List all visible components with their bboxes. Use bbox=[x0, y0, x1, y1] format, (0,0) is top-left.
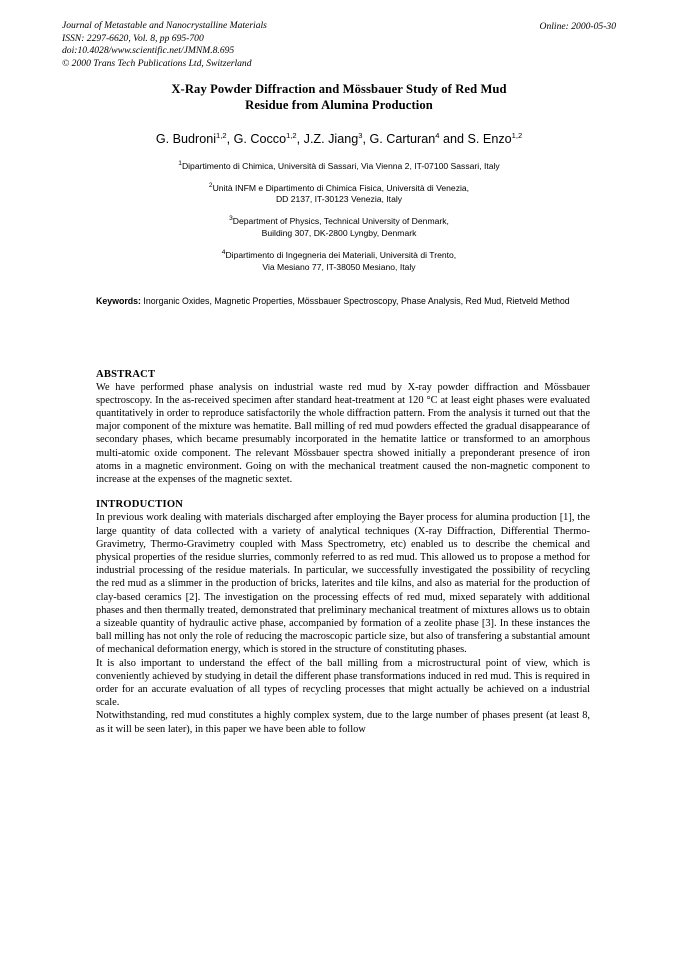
page-title bbox=[62, 81, 616, 113]
online-date: Online: 2000-05-30 bbox=[539, 21, 616, 32]
journal-doi: doi:10.4028/www.scientific.net/JMNM.8.695 bbox=[62, 45, 235, 57]
section-abstract bbox=[96, 369, 590, 487]
author-affiliation-marker: 1,2 bbox=[286, 130, 297, 140]
journal-issn: ISSN: 2297-6620, Vol. 8, pp 695-700 bbox=[62, 32, 204, 44]
affiliation-line: $^1$Dipartimento di Chimica, Università di Sassari, Via Vienna 2, IT-07100 Sassari, Italy bbox=[178, 160, 500, 171]
article-body bbox=[96, 369, 590, 736]
journal-copyright: © 2000 Trans Tech Publications Ltd, Switzerland bbox=[62, 57, 252, 69]
affiliation bbox=[62, 181, 616, 207]
keywords-block bbox=[96, 295, 576, 308]
affiliation-line: $^4$Dipartimento di Ingegneria dei Materiali, Università di Trento, bbox=[221, 248, 457, 260]
author-name: G. Budroni bbox=[155, 132, 217, 147]
affiliation-marker: 4 bbox=[221, 248, 226, 256]
affiliation bbox=[62, 214, 616, 240]
affiliation bbox=[62, 248, 616, 274]
keywords-value: Inorganic Oxides, Magnetic Properties, Mössbauer Spectroscopy, Phase Analysis, Red Mud, Rietveld Method bbox=[140, 296, 570, 307]
title-line-2: Residue from Alumina Production bbox=[245, 97, 433, 112]
section-heading: ABSTRACT bbox=[96, 368, 156, 380]
affiliation bbox=[62, 159, 616, 173]
affiliation-line: $^2$Unità INFM e Dipartimento di Chimica Fisica, Università di Venezia, bbox=[208, 181, 470, 193]
paragraph: In previous work dealing with materials discharged after employing the Bayer process for alumina production [1], the large quantity of data collected with a variety of analytical techniques (X-ray Diffraction, Differential Thermo-Gravimetry, Thermo-Gravimetry coupled with Mass Spectrometry, etc) enabled us to describe the chemical and physical properties of the residue slurries, commonly referred to as red mud. This allowed us to propose a method for industrial processing of the residue materials. In particular, we successfully investigated the possibility of recycling the red mud as a slimmer in the production of bricks, laterites and tile kilns, and also as material for the production of clay-based ceramics [2]. The investigation on the processing effects of red mud, mixed separately with additional phases and then thermally treated, demonstrated that preliminary mechanical treatment of mixtures allows us to obtain a sizeable quantity of hydraulic active phase, accompanied by formation of a zeolite phase [3]. In these instances the ball milling has not only the role of reducing the macroscopic particle size, but also of transfering a substantial amount of mechanical deformation energy, which is stored in the structure of constituting phases. bbox=[96, 512, 590, 656]
paragraph: Notwithstanding, red mud constitutes a highly complex system, due to the large number of phases present (at least 8, as it will be seen later), in this paper we have been able to follow bbox=[96, 710, 590, 735]
affiliation-list bbox=[62, 159, 616, 273]
author-name: G. Cocco bbox=[233, 132, 287, 147]
affiliation-marker: 2 bbox=[208, 181, 213, 189]
affiliation-marker: 3 bbox=[229, 215, 233, 223]
affiliation-line: Via Mesiano 77, IT-38050 Mesiano, Italy bbox=[262, 261, 416, 272]
author-name: G. Carturan bbox=[369, 132, 436, 147]
author-name: J.Z. Jiang bbox=[303, 132, 359, 147]
title-line-1: X-Ray Powder Diffraction and Mössbauer Study of Red Mud bbox=[171, 81, 507, 96]
journal-name: Journal of Metastable and Nanocrystalline Materials bbox=[62, 20, 267, 31]
affiliation-line: Building 307, DK-2800 Lyngby, Denmark bbox=[261, 228, 417, 239]
affiliation-line: $^3$Department of Physics, Technical University of Denmark, bbox=[229, 215, 449, 227]
section-introduction bbox=[96, 499, 590, 735]
author-affiliation-marker: 1,2 bbox=[216, 130, 227, 140]
paragraph: It is also important to understand the effect of the ball milling from a microstructural point of view, which is conveniently achieved by studying in detail the different phase transformations induced in red mud. This is required in order for an accurate evaluation of all types of recycling processes that might actually be achieved on a industrial scale. bbox=[96, 657, 590, 709]
journal-header bbox=[62, 20, 616, 71]
section-spacer bbox=[96, 486, 590, 499]
journal-header-left bbox=[62, 20, 267, 71]
section-heading: INTRODUCTION bbox=[96, 499, 184, 511]
author-list: G. Budroni$^{1,2}$, G. Cocco$^{1,2}$, J.Z. Jiang$^3$, G. Carturan$^4$ and S. Enzo$^{1,2}$ bbox=[155, 130, 523, 147]
author-name: S. Enzo bbox=[467, 132, 512, 147]
affiliation-marker: 1 bbox=[178, 160, 182, 168]
author-affiliation-marker: 4 bbox=[435, 130, 440, 140]
paragraph: We have performed phase analysis on industrial waste red mud by X-ray powder diffraction and Mössbauer spectroscopy. In the as-received specimen after standard heat-treatment at 120 °C at least eight phases were evaluated quantitatively in order to reproduce satisfactorily the whole diffraction pattern. From the analysis it turned out that the major component of the mixture was hematite. Ball milling of red mud powders effected the gradual disappearance of secondary phases, which became presumably incorporated in the hematite lattice or transformed to an amorphous multi-atomic oxide component. The relevant Mössbauer spectra showed initially a preponderant presence of iron atoms in a magnetic environment. Going on with the mechanical treatment caused the non-magnetic component to increase at the expenses of the magnetic sextet. bbox=[96, 381, 590, 486]
keywords-label: Keywords: bbox=[96, 296, 141, 307]
author-affiliation-marker: 1,2 bbox=[511, 130, 523, 140]
affiliation-line: DD 2137, IT-30123 Venezia, Italy bbox=[275, 194, 403, 205]
author-affiliation-marker: 3 bbox=[358, 130, 363, 140]
